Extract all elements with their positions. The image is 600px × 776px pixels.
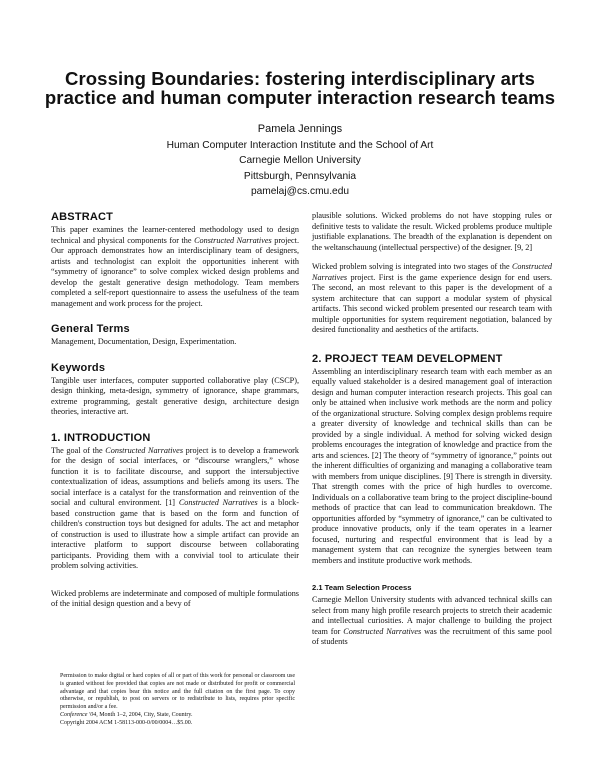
author-name: Pamela Jennings [257,123,343,135]
author-email: pamelaj@cs.cmu.edu [250,186,350,197]
right-column [312,211,552,648]
author-affiliation: Human Computer Interaction Institute and the School of Art [166,139,434,151]
author-university: Carnegie Mellon University [239,155,361,166]
abstract-text: This paper examines the learner-centered methodology used to design technical and physical components for the Constructed Narratives project. Our approach demonstrates how an interdisciplinary team of designers, artists and technologist can exploit the opportunities inherent with “symmetry of ignorance” to solve complex wicked design problems and develop the gestalt generative design methodology. Team members completed a self-report questionnaire to assess the usefulness of the team management and work process for the project. [51,225,299,308]
right-paragraph-1: plausible solutions. Wicked problems do not have stopping rules or definitive tests to validate the result. Wicked problems produce multiple justifiable explanations. The breadth of the explanation is dependent on the weltanschauung (intellectual perspective) of the designer. [9, 2] [312,211,552,252]
abstract-heading: ABSTRACT [51,211,114,223]
subsection-2-1-paragraph: Carnegie Mellon University students with advanced technical skills can select from many high profile research projects to stretch their academic and intellectual curiosities. A major challenge to building the project team for Constructed Narratives was the recruitment of this same pool of students [312,595,552,646]
keywords-heading: Keywords [51,361,106,374]
author-location: Pittsburgh, Pennsylvania [243,170,357,182]
general-terms-text: Management, Documentation, Design, Experimentation. [51,337,237,346]
section-2-paragraph: Assembling an interdisciplinary research team with each member as an equally valued stakeholder is a desired management goal of interaction design and human computer interaction research projects. This goal can only be attained when inclusive work methods are the norm and policy of the organizational structure. Solving complex design problems require a greater diversity of knowledge and technical skills than can be provided by a single individual. A method for solving wicked design problems encourages the integration of knowledge and practice from the arts and sciences. [2] The theory of “symmetry of ignorance,” points out the inherent difficulties of organizing and managing a collaborative team with members from unique disciplines. [9] There is strength in diversity. That strength comes with the price of high hurdles to overcome. Individuals on a collaborative team bring to the project discipline-bound methods of practice that can lead to communication breakdown. The opportunities afforded by “symmetry of ignorance,” can be cultivated to produce innovative products, only if the team operates in a learner focused, nurturing and respectful environment that is lead by a management system that can recognize the synergies between team members and institute productive work methods. [312,366,552,565]
right-paragraph-2: Wicked problem solving is integrated into two stages of the Constructed Narratives project. First is the game experience design for end users. The second, an most relevant to this paper is the development of a system architecture that can support a modular system of physical artifacts. This second wicked problem presented our research team with multiple opportunities for system requirement negotiation, balanced by desired functionality and aesthetics of the artifacts. [312,262,552,334]
left-column [51,211,299,610]
introduction-heading: 1. INTRODUCTION [51,431,151,444]
author-block [100,122,500,200]
permission-footnote [60,673,295,728]
introduction-paragraph-1: The goal of the Constructed Narratives project is to develop a framework for the design of social interfaces, or “discourse wranglers,” whose function it is to facilitate discourse, and support the intersubjective contextualization of ideas, assumptions and beliefs among its users. The social interface is a catalyst for the transformation and reinvention of the social and cultural environment. [1] Constructed Narratives is a block-based construction game that is based on the form and function of children's construction toys but designed for adults. The act and metaphor of construction is used to illustrate how a simple artifact can provide an interactive platform to support discourse between collaborating participants. Providing them with a convivial tool to articulate their problem solving activities. [51,445,300,570]
subsection-2-1-heading: 2.1 Team Selection Process [312,583,412,592]
keywords-text: Tangible user interfaces, computer supported collaborative play (CSCP), design thinking, meta-design, symmetry of ignorance, shape grammars, extreme programming, gestalt generative design, architecture design theories, interactive art. [51,375,299,416]
conference-line: Conference '04, Month 1–2, 2004, City, State, Country. [60,711,193,718]
introduction-paragraph-2: Wicked problems are indeterminate and composed of multiple formulations of the initial design question and a bevy of [51,588,299,608]
paper-title: Crossing Boundaries: fostering interdisciplinary arts practice and human computer interaction research teams [44,68,556,108]
section-2-heading: 2. PROJECT TEAM DEVELOPMENT [312,352,503,365]
copyright-line: Copyright 2004 ACM 1-58113-000-0/00/0004…$5.00. [60,719,193,726]
general-terms-heading: General Terms [51,323,130,335]
permission-text: Permission to make digital or hard copies of all or part of this work for personal or classroom use is granted without fee provided that copies are not made or distributed for profit or commercial advantage and that copies bear this notice and the full citation on the first page. To copy otherwise, or republish, to post on servers or to redistribute to lists, requires prior specific permission and/or a fee. [60,673,295,711]
